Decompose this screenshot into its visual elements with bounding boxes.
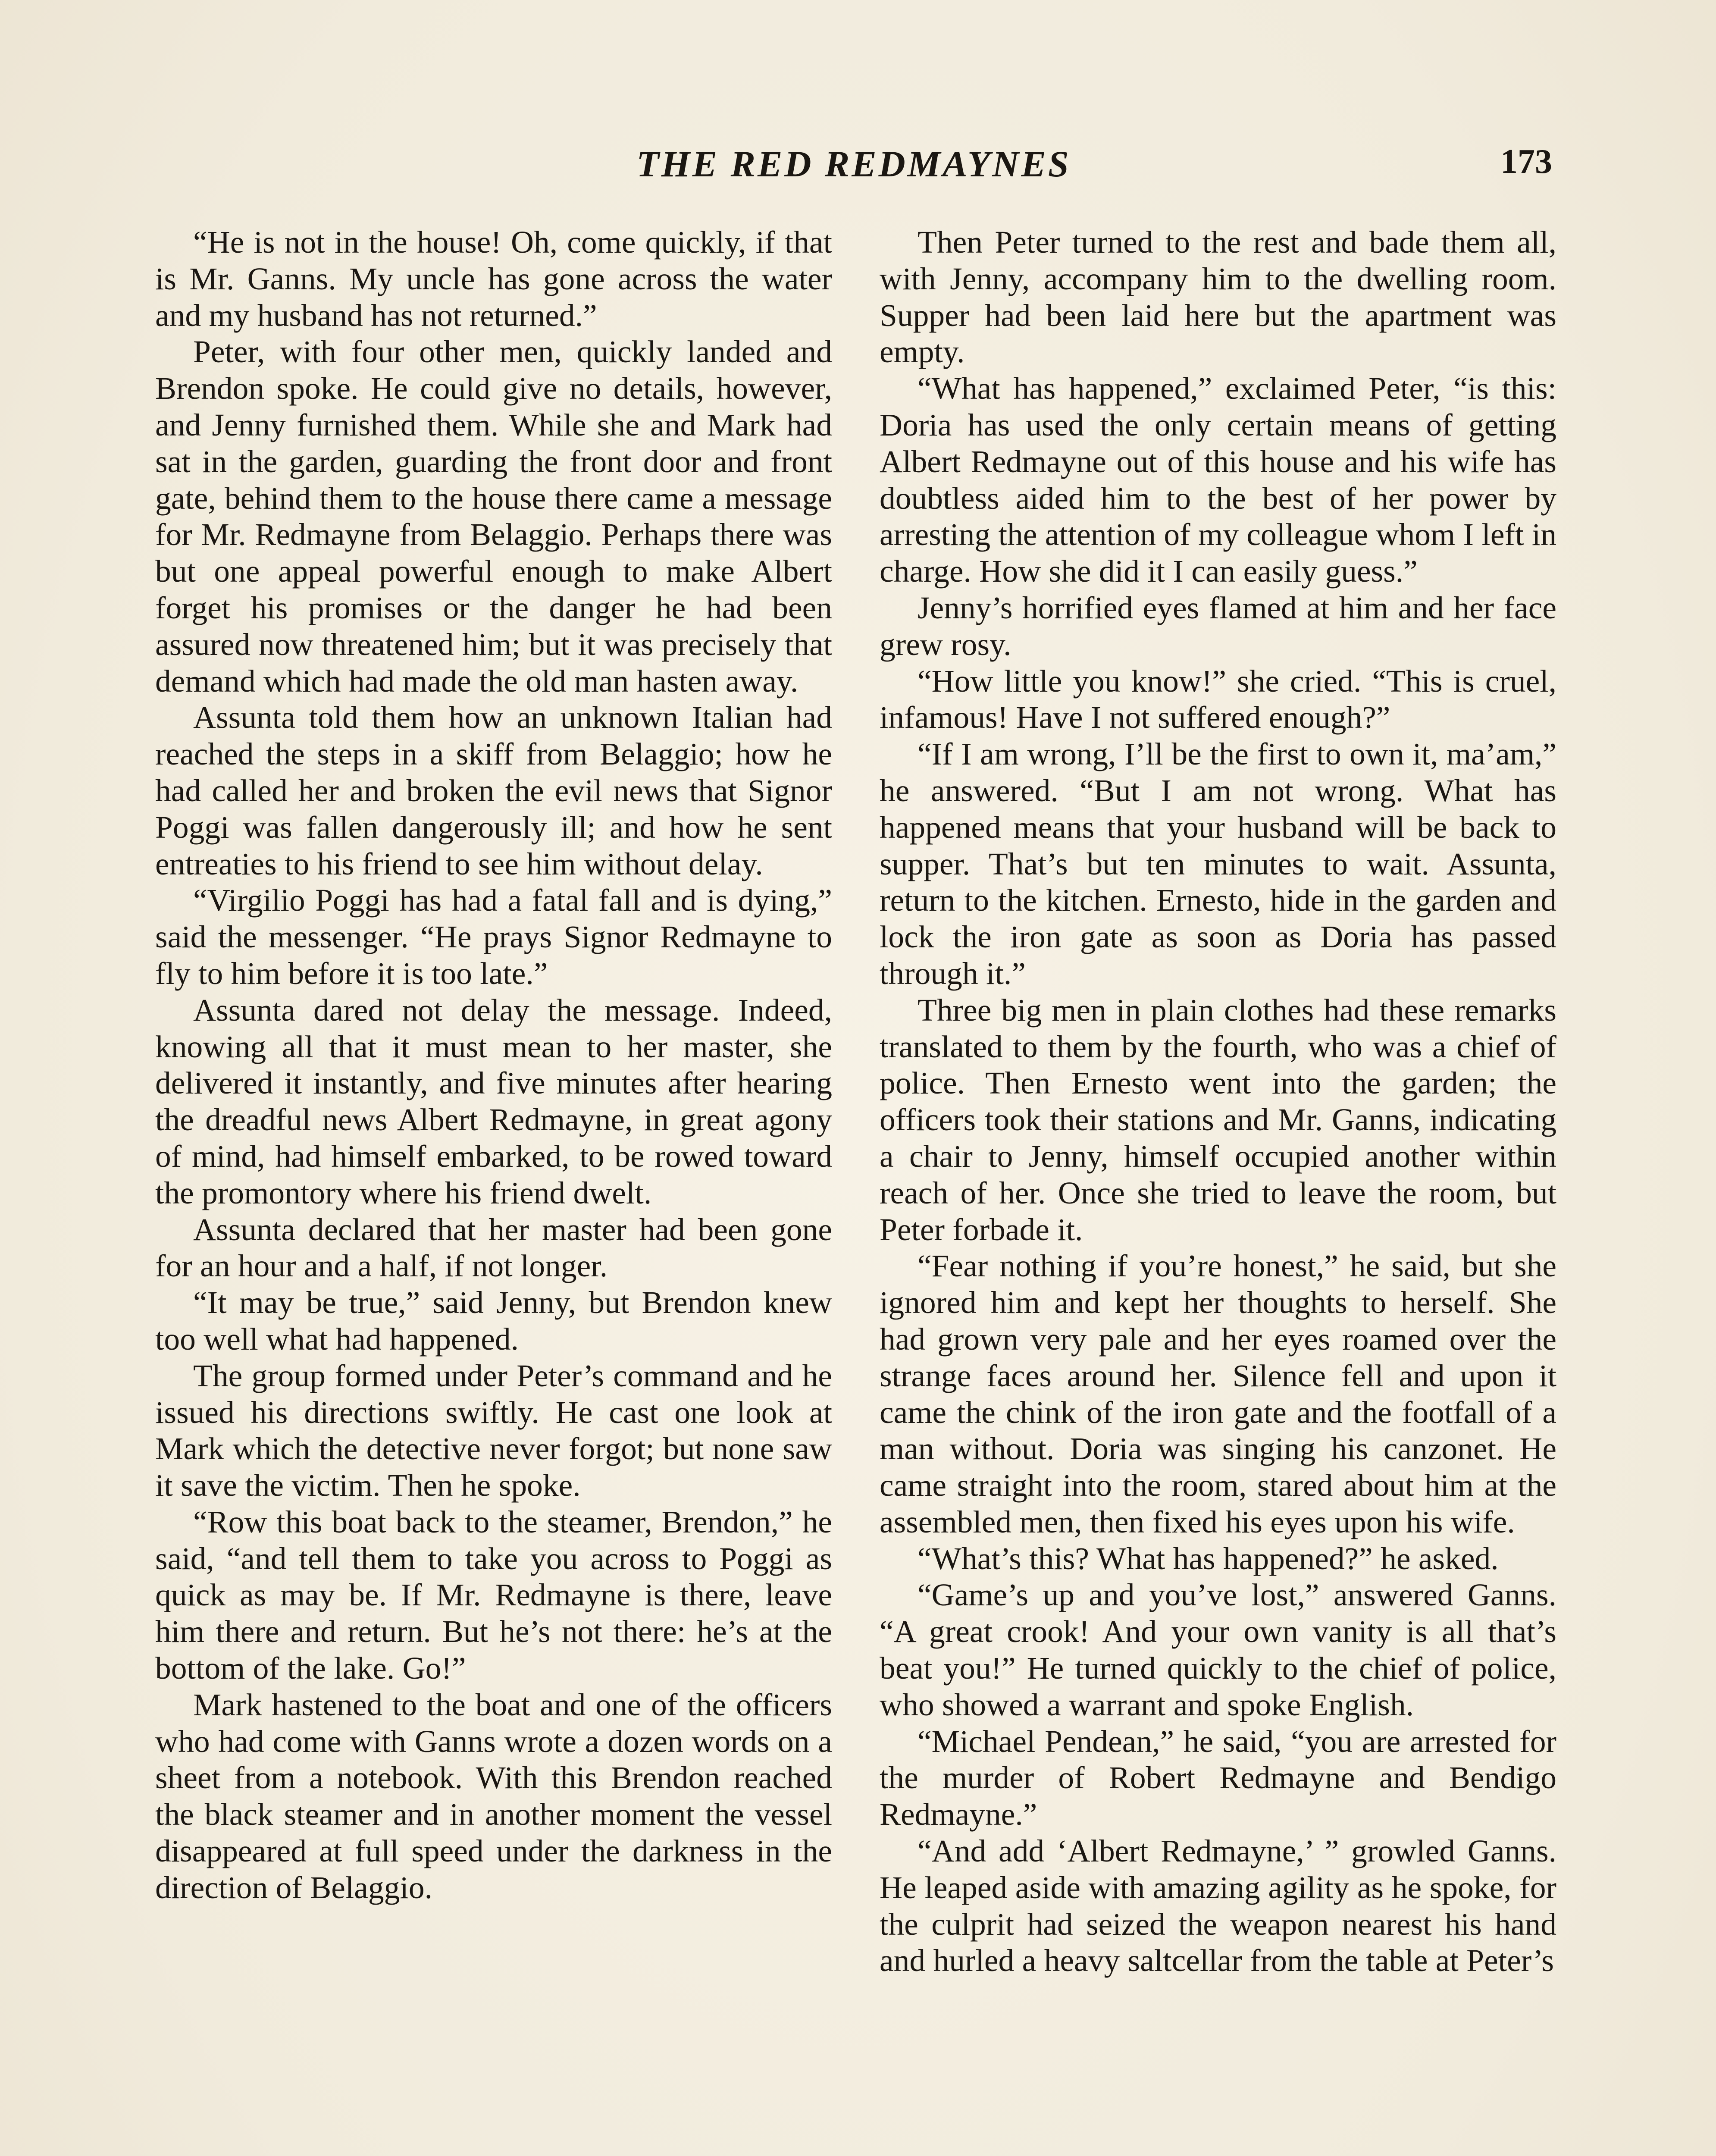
paragraph: “What has happened,” exclaimed Peter, “is this: Doria has used the only certain means of getting Albert Redmayne out of this house and his wife has doubtless aided him to the best of her power by arresting the attention of my colleague whom I left in charge. How she did it I can easily guess.” [880,371,1556,589]
paragraph: Three big men in plain clothes had these remarks translated to them by the fourth, who was a chief of police. Then Ernesto went into the garden; the officers took their stations and Mr. Ganns, indicating a chair to Jenny, himself occupied another within reach of her. Once she tried to leave the room, but Peter forbade it. [880,992,1556,1247]
page-number: 173 [1500,143,1552,181]
paragraph: “And add ‘Albert Redmayne,’ ” growled Ganns. He leaped aside with amazing agility as he spoke, for the culprit had seized the weapon nearest his hand and hurled a heavy saltcellar from the table at Peter’s [880,1833,1556,1978]
paragraph: Mark hastened to the boat and one of the officers who had come with Ganns wrote a dozen words on a sheet from a notebook. With this Brendon reached the black steamer and in another moment the vessel disappeared at full speed under the darkness in the direction of Belaggio. [155,1687,832,1905]
paragraph: Jenny’s horrified eyes flamed at him and her face grew rosy. [880,590,1556,662]
paragraph: “How little you know!” she cried. “This is cruel, infamous! Have I not suffered enough?” [880,663,1556,735]
page-header [155,142,1552,194]
paragraph: “Virgilio Poggi has had a fatal fall and is dying,” said the messenger. “He prays Signor Redmayne to fly to him before it is too late.” [155,883,832,991]
paragraph: Assunta declared that her master had been gone for an hour and a half, if not longer. [155,1212,832,1284]
paragraph: Peter, with four other men, quickly landed and Brendon spoke. He could give no details, however, and Jenny furnished them. While she and Mark had sat in the garden, guarding the front door and front gate, behind them to the house there came a message for Mr. Redmayne from Belaggio. Perhaps there was but one appeal powerful enough to make Albert forget his promises or the danger he had been assured now threatened him; but it was precisely that demand which had made the old man hasten away. [155,334,832,699]
paragraph: “It may be true,” said Jenny, but Brendon knew too well what had happened. [155,1285,832,1357]
paragraph: The group formed under Peter’s command and he issued his directions swiftly. He cast one look at Mark which the detective never forgot; but none saw it save the victim. Then he spoke. [155,1358,832,1503]
right-text-column [880,224,1556,1979]
paragraph: “Michael Pendean,” he said, “you are arrested for the murder of Robert Redmayne and Bendigo Redmayne.” [880,1724,1556,1832]
paragraph: Assunta dared not delay the message. Indeed, knowing all that it must mean to her master, she delivered it instantly, and five minutes after hearing the dreadful news Albert Redmayne, in great agony of mind, had himself embarked, to be rowed toward the promontory where his friend dwelt. [155,992,832,1210]
paragraph: “If I am wrong, I’ll be the first to own it, ma’am,” he answered. “But I am not wrong. What has happened means that your husband will be back to supper. That’s but ten minutes to wait. Assunta, return to the kitchen. Ernesto, hide in the garden and lock the iron gate as soon as Doria has passed through it.” [880,736,1556,991]
paragraph: “What’s this? What has happened?” he asked. [917,1541,1499,1576]
paragraph: “Row this boat back to the steamer, Brendon,” he said, “and tell them to take you across to Poggi as quick as may be. If Mr. Redmayne is there, leave him there and return. But he’s not there: he’s at the bottom of the lake. Go!” [155,1504,832,1686]
left-text-column [155,224,832,1906]
paragraph: Assunta told them how an unknown Italian had reached the steps in a skiff from Belaggio; how he had called her and broken the evil news that Signor Poggi was fallen dangerously ill; and how he sent entreaties to his friend to see him without delay. [155,700,832,881]
paragraph: “Game’s up and you’ve lost,” answered Ganns. “A great crook! And your own vanity is all that’s beat you!” He turned quickly to the chief of police, who showed a warrant and spoke English. [880,1577,1556,1722]
paragraph: Then Peter turned to the rest and bade them all, with Jenny, accompany him to the dwelling room. Supper had been laid here but the apartment was empty. [880,225,1556,370]
paragraph: “Fear nothing if you’re honest,” he said, but she ignored him and kept her thoughts to herself. She had grown very pale and her eyes roamed over the strange faces around her. Silence fell and upon it came the chink of the iron gate and the footfall of a man without. Doria was singing his canzonet. He came straight into the room, stared about him at the assembled men, then fixed his eyes upon his wife. [880,1248,1556,1539]
paragraph: “He is not in the house! Oh, come quickly, if that is Mr. Ganns. My uncle has gone across the water and my husband has not returned.” [155,225,832,333]
running-title: THE RED REDMAYNES [636,143,1071,185]
